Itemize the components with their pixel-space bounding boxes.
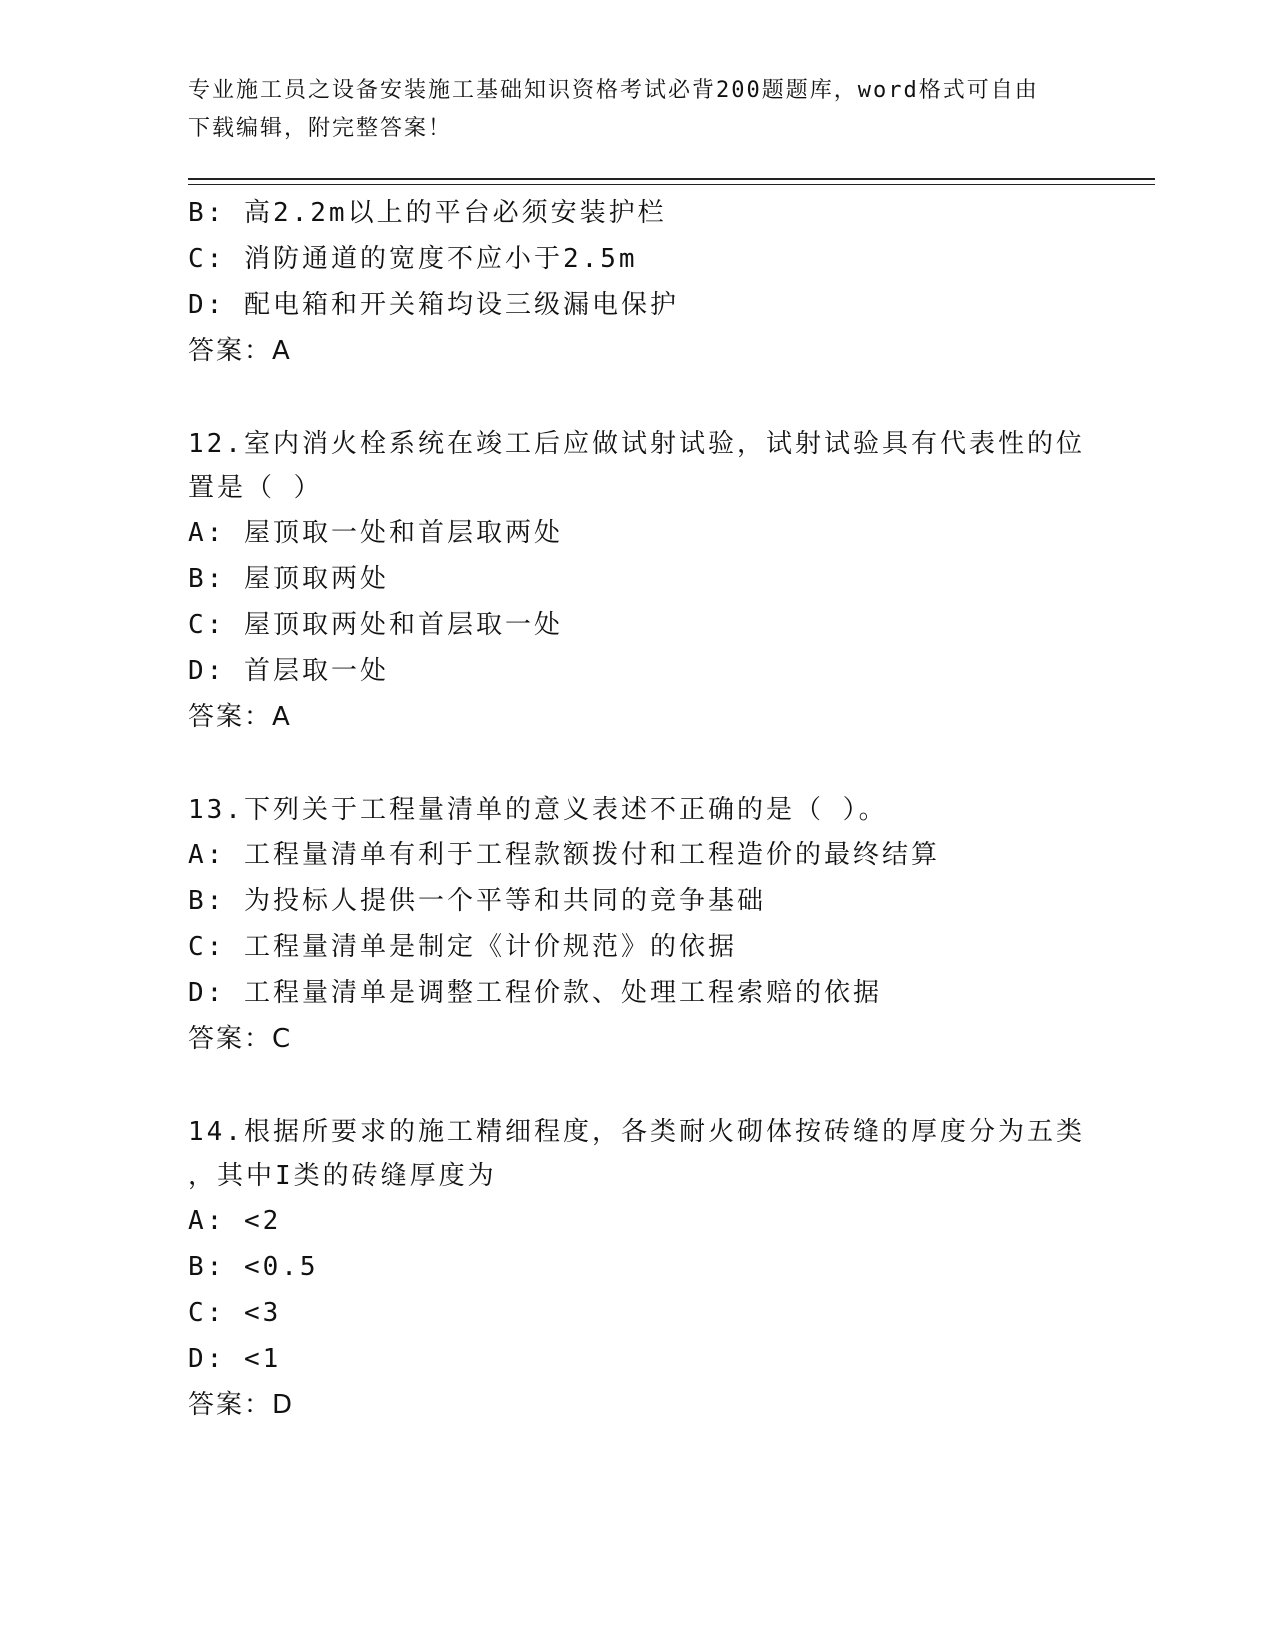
option-a: A: <2 xyxy=(188,1206,282,1236)
question-stem-line-1: 12.室内消火栓系统在竣工后应做试射试验，试射试验具有代表性的位 xyxy=(188,429,1085,459)
option-c: C: <3 xyxy=(188,1298,282,1328)
answer: 答案：A xyxy=(188,702,292,732)
question-stem-line-2: 置是（ ） xyxy=(188,473,323,503)
header-line-1: 专业施工员之设备安装施工基础知识资格考试必背200题题库，word格式可自由 xyxy=(188,78,1039,103)
header-divider-thick xyxy=(188,178,1155,180)
question-list xyxy=(188,190,1128,1428)
option-c: C: 工程量清单是制定《计价规范》的依据 xyxy=(188,932,737,962)
spacer xyxy=(188,740,1128,788)
option-d: D: 首层取一处 xyxy=(188,656,389,686)
spacer xyxy=(188,1062,1128,1110)
document-header xyxy=(188,72,1088,148)
option-c: C: 消防通道的宽度不应小于2.5m xyxy=(188,244,638,274)
header-divider-thin xyxy=(188,184,1155,185)
option-d: D: 工程量清单是调整工程价款、处理工程索赔的依据 xyxy=(188,978,882,1008)
question-13 xyxy=(188,788,1128,1062)
answer: 答案：C xyxy=(188,1024,293,1054)
question-11 xyxy=(188,190,1128,374)
option-d: D: <1 xyxy=(188,1344,282,1374)
option-a: A: 工程量清单有利于工程款额拨付和工程造价的最终结算 xyxy=(188,840,940,870)
option-b: B: <0.5 xyxy=(188,1252,319,1282)
option-c: C: 屋顶取两处和首层取一处 xyxy=(188,610,563,640)
answer: 答案：D xyxy=(188,1390,295,1420)
option-b: B: 屋顶取两处 xyxy=(188,564,389,594)
option-d: D: 配电箱和开关箱均设三级漏电保护 xyxy=(188,290,679,320)
spacer xyxy=(188,374,1128,422)
question-14 xyxy=(188,1110,1128,1428)
question-stem-line-1: 13.下列关于工程量清单的意义表述不正确的是（ ）。 xyxy=(188,795,888,825)
question-stem-line-2: ，其中I类的砖缝厚度为 xyxy=(188,1161,497,1191)
option-a: A: 屋顶取一处和首层取两处 xyxy=(188,518,563,548)
option-b: B: 为投标人提供一个平等和共同的竞争基础 xyxy=(188,886,766,916)
question-12 xyxy=(188,422,1128,740)
question-stem-line-1: 14.根据所要求的施工精细程度，各类耐火砌体按砖缝的厚度分为五类 xyxy=(188,1117,1085,1147)
option-b: B: 高2.2m以上的平台必须安装护栏 xyxy=(188,198,667,228)
header-line-2: 下载编辑，附完整答案！ xyxy=(188,116,453,141)
answer: 答案：A xyxy=(188,336,292,366)
